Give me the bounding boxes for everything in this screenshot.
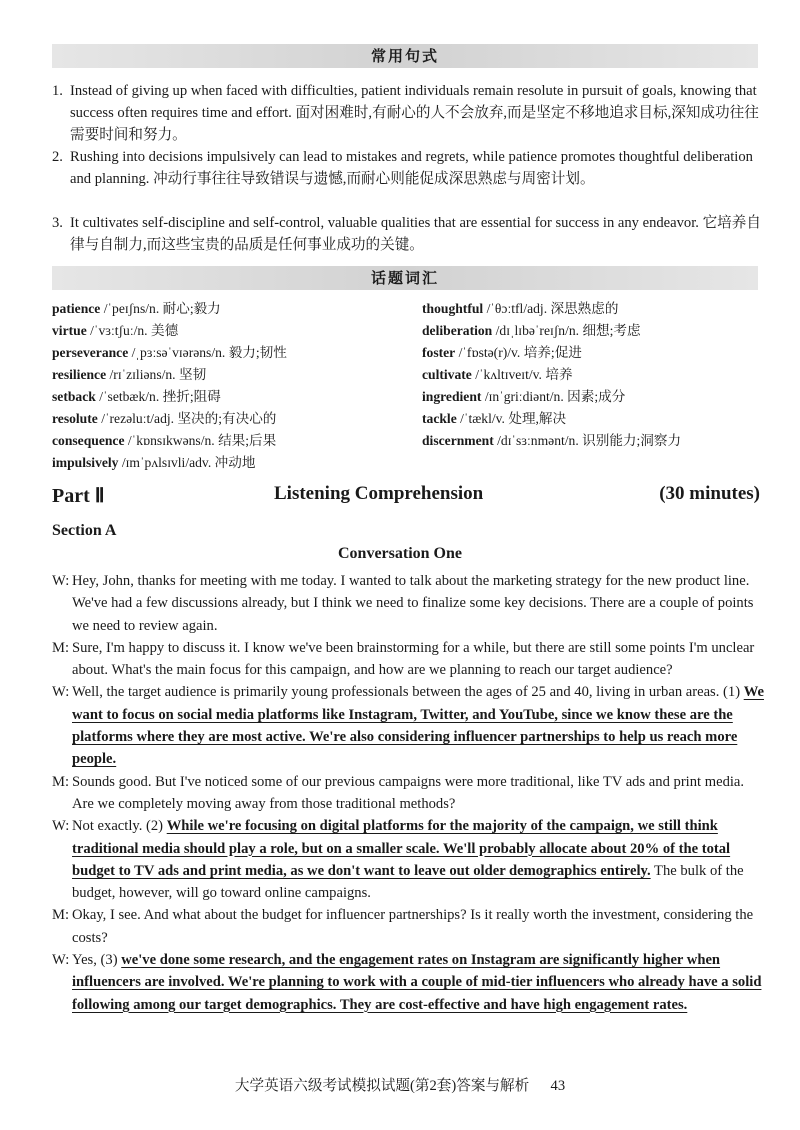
vocab-entry — [422, 320, 762, 342]
speaker-label: W: — [52, 952, 70, 969]
dialog-turn — [52, 681, 764, 770]
dialog-text: Yes, (3) — [72, 952, 122, 969]
vocab-word: patience — [52, 301, 101, 316]
vocab-word: setback — [52, 389, 96, 404]
vocab-word: consequence — [52, 433, 125, 448]
dialog-text: Sure, I'm happy to discuss it. I know we've been brainstorming for a while, but there are still some points I'm unclear about. What's the main focus for this campaign, and how are we planning to reach our target audience? — [72, 639, 755, 679]
conversation-title: Conversation One — [338, 545, 462, 562]
vocab-word: tackle — [422, 411, 457, 426]
dialog-turn — [52, 815, 764, 904]
vocab-entry — [52, 298, 412, 320]
vocab-entry — [422, 364, 762, 386]
vocab-word: resolute — [52, 411, 98, 426]
dialog-turn — [52, 904, 764, 949]
vocab-entry — [52, 452, 412, 474]
speaker-label: M: — [52, 773, 70, 790]
vocab-entry — [52, 320, 412, 342]
speaker-label: W: — [52, 818, 70, 835]
page-number: 43 — [550, 1078, 566, 1094]
vocab-word: impulsively — [52, 455, 119, 470]
sentence-item — [52, 80, 762, 146]
part-heading — [52, 483, 760, 509]
vocab-word: ingredient — [422, 389, 482, 404]
page-footer — [0, 1074, 800, 1095]
vocab-word: virtue — [52, 323, 87, 338]
speaker-label: W: — [52, 684, 70, 701]
vocab-word: perseverance — [52, 345, 129, 360]
sentence-number: 3. — [52, 215, 63, 231]
sentence-number: 1. — [52, 83, 63, 99]
dialog-turn — [52, 637, 764, 682]
vocab-definition: /ˈθɔːtfl/adj. 深思熟虑的 — [486, 301, 619, 316]
vocab-entry — [422, 408, 762, 430]
speaker-label: M: — [52, 639, 70, 656]
vocab-definition: /ˈpeɪʃns/n. 耐心;毅力 — [103, 301, 221, 316]
sentences-header: 常用句式 — [52, 44, 758, 68]
part-label: Part Ⅱ — [52, 485, 105, 507]
vocab-definition: /dɪˈsɜːnmənt/n. 识别能力;洞察力 — [497, 433, 682, 448]
dialog-text: The bulk of the budget, however, will go toward online campaigns. — [72, 862, 744, 902]
sentence-text: Rushing into decisions impulsively can lead to mistakes and regrets, while patience promotes thoughtful deliberation and planning. 冲动行事往往导致错误与遗憾,而耐心则能促成深思熟虑与周密计划。 — [70, 149, 753, 187]
vocab-word: discernment — [422, 433, 494, 448]
answer-highlight: We want to focus on social media platforms like Instagram, Twitter, and YouTube, since we know these are the platforms where they are most active. We're also considering influencer partnerships to help us reach more people. — [72, 684, 764, 768]
vocab-definition: /ɪnˈgriːdiənt/n. 因素;成分 — [484, 389, 626, 404]
dialog-text: Hey, John, thanks for meeting with me today. I wanted to talk about the marketing strategy for the new product line. We've had a few discussions already, but I think we need to finalize some key decisions. There are a couple of points we need to review again. — [72, 573, 754, 634]
section-heading: Section A — [52, 522, 117, 539]
vocab-definition: /ˈvɜːtʃuː/n. 美德 — [90, 323, 179, 338]
vocab-definition: /ˈsetbæk/n. 挫折;阻碍 — [99, 389, 221, 404]
vocab-definition: /ˈkʌltɪveɪt/v. 培养 — [475, 367, 573, 382]
dialog-text: Sounds good. But I've noticed some of our previous campaigns were more traditional, like TV ads and print media. Are we completely moving away from those traditional methods? — [72, 773, 745, 812]
sentence-text: It cultivates self-discipline and self-control, valuable qualities that are essential for success in any endeavor. 它培养自律与自制力,而这些宝贵的品质是任何事业成功的关键。 — [70, 215, 761, 253]
vocab-word: resilience — [52, 367, 107, 382]
dialog-text: Not exactly. (2) — [72, 818, 167, 835]
vocab-definition: /ɪmˈpʌlsɪvli/adv. 冲动地 — [121, 455, 256, 470]
footer-title: 大学英语六级考试模拟试题(第2套)答案与解析 — [234, 1078, 530, 1094]
sentence-item — [52, 146, 762, 190]
vocab-entry — [52, 386, 412, 408]
dialog — [52, 570, 764, 1016]
sentence-item — [52, 212, 762, 256]
vocab-entry — [422, 430, 762, 452]
vocab-definition: /ˌpɜːsəˈvɪərəns/n. 毅力;韧性 — [131, 345, 287, 360]
vocab-entry — [422, 298, 762, 320]
vocab-entry — [422, 342, 762, 364]
part-title: Listening Comprehension — [274, 483, 484, 504]
vocab-definition: /ˈfɒstə(r)/v. 培养;促进 — [458, 345, 582, 360]
vocab-definition: /ˈtækl/v. 处理,解决 — [460, 411, 567, 426]
speaker-label: M: — [52, 907, 70, 924]
dialog-text: Well, the target audience is primarily young professionals between the ages of 25 and 40, living in urban areas. (1) — [72, 684, 744, 701]
vocab-definition: /ˈkɒnsɪkwəns/n. 结果;后果 — [127, 433, 277, 448]
speaker-label: W: — [52, 573, 70, 589]
answer-highlight: While we're focusing on digital platforms for the majority of the campaign, we still think traditional media should play a role, but on a smaller scale. We'll probably allocate about 20% of the total budget to TV ads and print media, as we don't want to leave out older demographics entirely. — [72, 818, 731, 879]
vocab-definition: /ˈrezəluːt/adj. 坚决的;有决心的 — [101, 411, 277, 426]
sentence-text: Instead of giving up when faced with difficulties, patient individuals remain resolute in pursuit of goals, knowing that success often requires time and effort. 面对困难时,有耐心的人不会放弃,而是坚定不移地追求目标,深知成功往往需要时间和努力。 — [70, 83, 759, 143]
dialog-turn — [52, 771, 764, 816]
vocabulary-column-right — [422, 298, 762, 452]
vocab-word: thoughtful — [422, 301, 484, 316]
vocab-entry — [52, 342, 412, 364]
vocab-entry — [52, 408, 412, 430]
sentence-number: 2. — [52, 149, 63, 165]
part-time: (30 minutes) — [659, 483, 760, 504]
vocabulary-header: 话题词汇 — [52, 266, 758, 290]
dialog-turn — [52, 570, 764, 637]
dialog-text: Okay, I see. And what about the budget for influencer partnerships? Is it really worth the investment, considering the costs? — [72, 907, 754, 946]
vocab-entry — [422, 386, 762, 408]
vocab-entry — [52, 430, 412, 452]
vocab-entry — [52, 364, 412, 386]
vocab-definition: /rɪˈzɪliəns/n. 坚韧 — [109, 367, 207, 382]
dialog-turn — [52, 949, 764, 1016]
vocab-word: foster — [422, 345, 456, 360]
answer-highlight: we've done some research, and the engagement rates on Instagram are significantly higher when influencers are involved. We're planning to work with a couple of mid-tier influencers who already have a solid following among our target demographics. They are cost-effective and have high engagement rates. — [72, 952, 762, 1013]
vocab-word: deliberation — [422, 323, 493, 338]
vocabulary-column-left — [52, 298, 412, 474]
vocab-word: cultivate — [422, 367, 472, 382]
vocab-definition: /dɪˌlɪbəˈreɪʃn/n. 细想;考虑 — [495, 323, 641, 338]
